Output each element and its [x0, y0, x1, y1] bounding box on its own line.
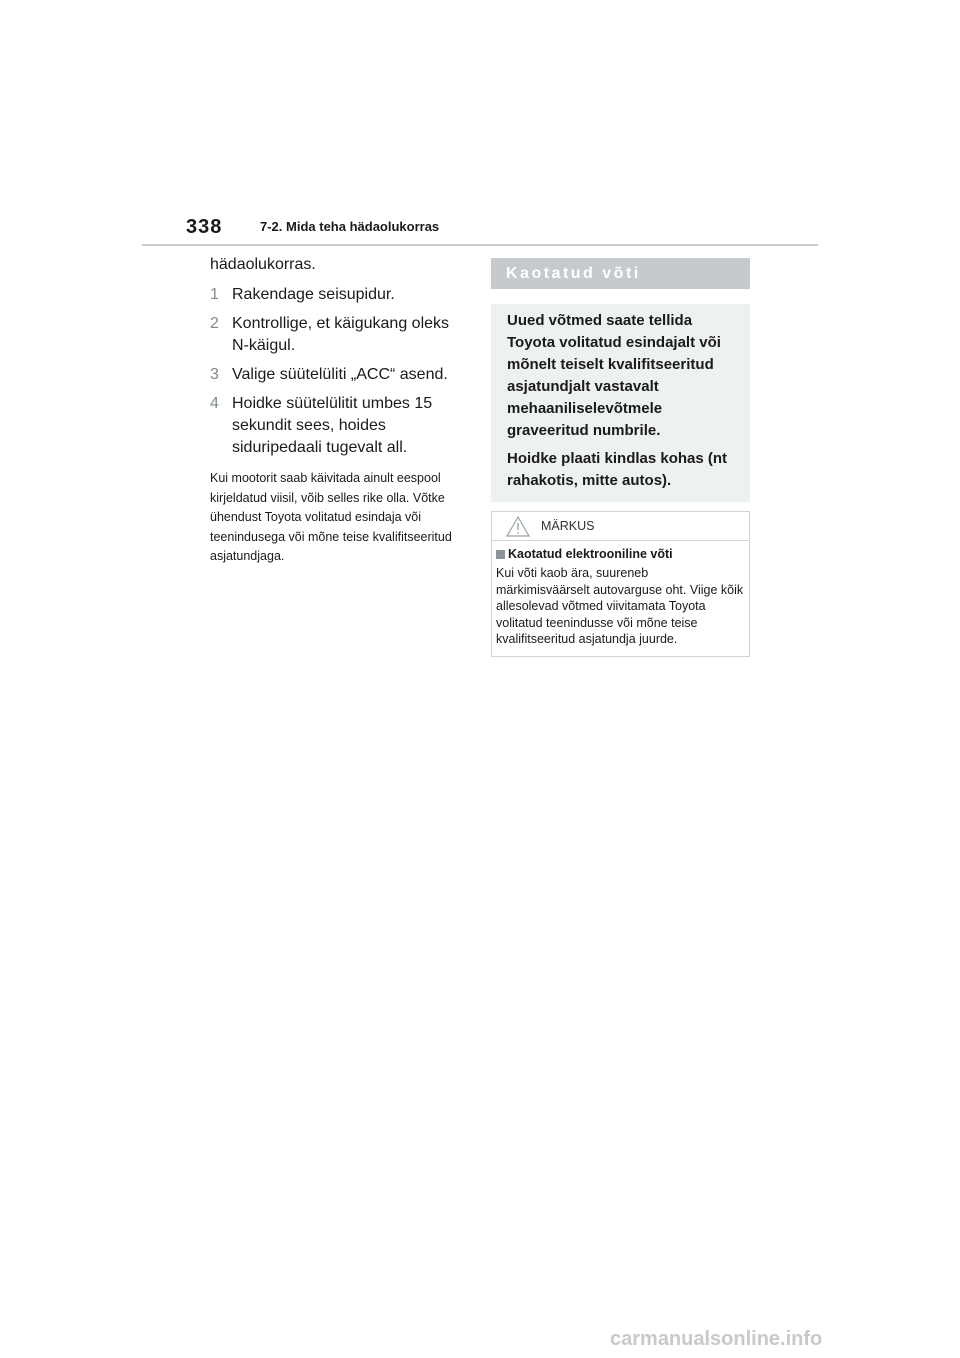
- step-text: Rakendage seisupidur.: [232, 286, 395, 303]
- right-column: [491, 258, 750, 657]
- notice-subheading: [496, 546, 745, 562]
- step-item: [210, 313, 465, 357]
- step-list: [210, 284, 465, 459]
- step-number: 2: [210, 315, 219, 332]
- note-text: Kui mootorit saab käivitada ainult eespool kirjeldatud viisil, võib selles rike olla. Võtke ühendust Toyota volitatud esindaja või teenindusega või mõne teise kvalifitseeritud asjatundjaga.: [210, 471, 452, 563]
- notice-header: [492, 512, 749, 541]
- notice-body: [492, 541, 749, 656]
- step-item: [210, 284, 465, 306]
- notice-text: Kui võti kaob ära, suureneb märkimisväärselt autovarguse oht. Viige kõik allesolevad võtmed viivitamata Toyota volitatud teenindusse või mõne teise kvalifitseeritud asjatundja juurde.: [496, 566, 744, 646]
- page-number: 338: [186, 216, 223, 238]
- watermark-text: carmanualsonline.info: [610, 1328, 823, 1350]
- step-number: 1: [210, 286, 219, 303]
- info-box: [491, 304, 750, 502]
- step-number: 3: [210, 366, 219, 383]
- left-column: [210, 254, 465, 567]
- box-title: Kaotatud võti: [491, 258, 750, 289]
- notice-label: MÄRKUS: [541, 519, 595, 533]
- intro-text: hädaolukorras.: [210, 256, 316, 273]
- step-text: Hoidke süütelülitit umbes 15 sekundit sees, hoides siduripedaali tugevalt all.: [232, 395, 433, 456]
- header-divider: [142, 244, 818, 246]
- step-item: [210, 393, 465, 459]
- step-number: 4: [210, 395, 219, 412]
- warning-triangle-icon: [506, 516, 530, 537]
- square-bullet-icon: [496, 550, 505, 559]
- step-text: Valige süütelüliti „ACC“ asend.: [232, 366, 448, 383]
- info-paragraph: Uued võtmed saate tellida Toyota volitatud esindajalt või mõnelt teiselt kvalifitseeritud asjatundjalt vastavalt mehaaniliselevõtmele graveeritud numbrile.: [507, 312, 721, 439]
- step-item: [210, 364, 465, 386]
- step-text: Kontrollige, et käigukang oleks N-käigul.: [232, 315, 450, 354]
- notice-subheading-text: Kaotatud elektrooniline võti: [508, 547, 673, 561]
- section-title: 7-2. Mida teha hädaolukorras: [260, 219, 440, 234]
- info-paragraph: Hoidke plaati kindlas kohas (nt rahakotis, mitte autos).: [507, 450, 728, 489]
- notice-box: [491, 511, 750, 657]
